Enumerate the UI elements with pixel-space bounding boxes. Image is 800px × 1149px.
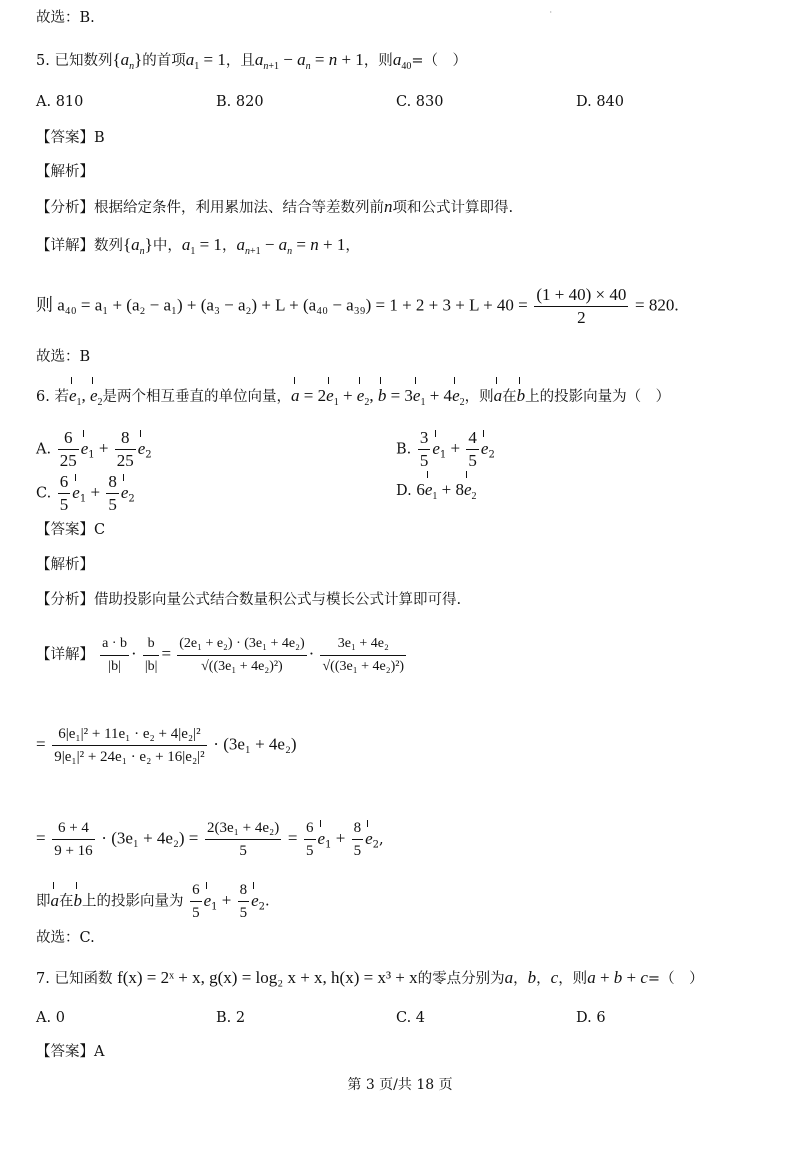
- q5-option-b: B. 820: [216, 94, 264, 110]
- q6-analysis: 【分析】借助投影向量公式结合数量积公式与模长公式计算即可得.: [36, 592, 462, 608]
- q5-equation: 则 a₄₀ = a₁ + (a₂ − a₁) + (a₃ − a₂) + L + (a₄₀ − a₃₉) = 1 + 2 + 3 + L + 40 = $\frac{(1 + 40) \times 40}{2}$ = 820.: [36, 285, 679, 327]
- q6-equation-3: = $\frac{6 + 4}{9 + 16}$ · (3e₁ + 4e₂) = $\frac{\text{2(3e₁ + 4e₂)}}{5}$ = $\frac{6}{5}$ $e_1$ + $\frac{8}{5}$ $e_2$,: [36, 820, 384, 859]
- q6-equation-1: 【详解】 $\frac{a \cdot b}{|b|}$ · $\frac{b}{|b|}$ = $\frac{\text{(2e₁ + e₂) · (3e₁ + 4e₂)}}{\text{√((3e₁ + 4e₂)²)}}$ · $\frac{\text{3e₁ + 4e₂}}{\text{√((3e₁ + 4e₂)²)}}$: [36, 636, 405, 674]
- q6-analysis-heading: 【解析】: [36, 557, 94, 573]
- q5-detail: 【详解】数列$\{a_n\}$中，$a_1 = 1$，$a_{n+1} - a_n = n + 1$，: [36, 235, 360, 257]
- q6-answer: 【答案】C: [36, 522, 106, 538]
- question-6: 6. 若$e_1$, $e_2$是两个相互垂直的单位向量，$a = 2e_1 + e_2$, $b = 3e_1 + 4e_2$，则a在b上的投影向量为（ ）: [36, 386, 671, 408]
- corner-mark: ·: [549, 8, 552, 17]
- q6-option-b: B. $\frac{3}{5}$ $e_1$ + $\frac{4}{5}$ $e_2$: [396, 428, 495, 470]
- q7-option-c: C. 4: [396, 1010, 426, 1026]
- q6-option-d: D. $6e_1 + 8e_2$: [396, 480, 477, 502]
- q7-answer: 【答案】A: [36, 1044, 105, 1060]
- q5-analysis-heading: 【解析】: [36, 164, 94, 180]
- q6-selection: 故选：C.: [36, 930, 95, 946]
- q6-option-c: C. $\frac{6}{5}$ $e_1$ + $\frac{8}{5}$ $e_2$: [36, 472, 135, 514]
- q5-option-c: C. 830: [396, 94, 444, 110]
- q6-conclusion: 即a在b上的投影向量为 $\frac{6}{5}$ $e_1$ + $\frac{8}{5}$ $e_2$.: [36, 882, 270, 921]
- q6-option-a: A. $\frac{6}{25}$ $e_1$ + $\frac{8}{25}$ $e_2$: [36, 428, 152, 470]
- q5-answer: 【答案】B: [36, 130, 105, 146]
- question-7: 7. 已知函数 f(x) = 2ˣ + x, g(x) = log₂ x + x, h(x) = x³ + x的零点分别为a，b，c，则a + b + c=（ ）: [36, 968, 704, 987]
- prev-answer-selection: 故选：B.: [36, 10, 95, 26]
- q5-selection: 故选：B: [36, 349, 91, 365]
- q7-option-d: D. 6: [576, 1010, 606, 1026]
- q5-option-a: A. 810: [36, 94, 84, 110]
- question-5: 5. 已知数列$\{a_n\}$的首项$a_1 = 1$，且$a_{n+1} - a_n = n + 1$，则$a_{40}=$（ ）: [36, 50, 467, 72]
- q7-option-b: B. 2: [216, 1010, 246, 1026]
- page-footer: 第 3 页/共 18 页: [347, 1077, 453, 1093]
- q5-option-d: D. 840: [576, 94, 625, 110]
- q6-equation-2: = $\frac{\text{6|e₁|² + 11e₁ · e₂ + 4|e₂|²}}{\text{9|e₁|² + 24e₁ · e₂ + 16|e₂|²}}$ · (3e₁ + 4e₂): [36, 726, 297, 765]
- q7-option-a: A. 0: [36, 1010, 65, 1026]
- q5-analysis: 【分析】根据给定条件，利用累加法、结合等差数列前n项和公式计算即得.: [36, 197, 514, 216]
